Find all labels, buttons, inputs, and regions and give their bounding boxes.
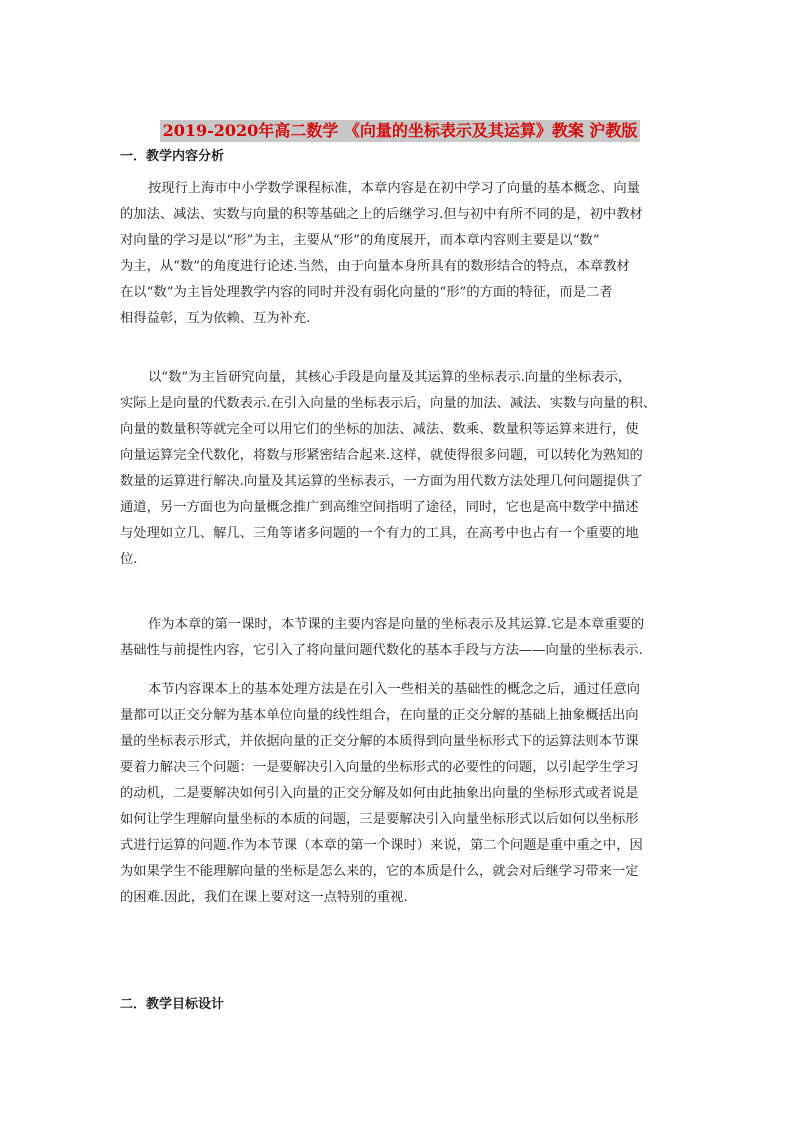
paragraph-line: 要着力解决三个问题：一是要解决引入向量的坐标形式的必要性的问题，以引起学生学习 [120, 760, 639, 775]
paragraph-line: 相得益彰，互为依赖、互为补充. [120, 311, 311, 326]
paragraph-line: 如何让学生理解向量坐标的本质的问题，三是要解决引入向量坐标形式以后如何以坐标形 [120, 812, 639, 827]
paragraph-line: 量的坐标表示形式，并依据向量的正交分解的本质得到向量坐标形式下的运算法则本节课 [120, 734, 639, 749]
paragraph-line: 量都可以正交分解为基本单位向量的线性组合，在向量的正交分解的基础上抽象概括出向 [120, 708, 639, 723]
paragraph-line: 的动机，二是要解决如何引入向量的正交分解及如何由此抽象出向量的坐标形式或者说是 [120, 786, 639, 801]
paragraph-line: 位. [120, 552, 138, 567]
paragraph-line: 基础性与前提性内容，它引入了将向量问题代数化的基本手段与方法——向量的坐标表示. [120, 643, 643, 658]
paragraph [120, 677, 680, 911]
section-heading-teaching-objectives: 二．教学目标设计 [120, 997, 225, 1012]
paragraph-line: 通道，另一方面也为向量概念推广到高维空间指明了途径，同时，它也是高中数学中描述 [120, 500, 639, 515]
paragraph-line: 式进行运算的问题.作为本节课（本章的第一个课时）来说，第二个问题是重中重之中，因 [120, 838, 643, 853]
paragraph-line: 向量运算完全代数化，将数与形紧密结合起来.这样，就使得很多问题，可以转化为熟知的 [120, 448, 643, 463]
paragraph-line: 为如果学生不能理解向量的坐标是怎么来的，它的本质是什么，就会对后继学习带来一定 [120, 864, 639, 879]
paragraph [120, 176, 680, 332]
paragraph [120, 365, 680, 573]
paragraph-line: 对向量的学习是以“形”为主，主要从“形”的角度展开，而本章内容则主要是以“数” [120, 233, 600, 248]
paragraph-line: 数量的运算进行解决.向量及其运算的坐标表示，一方面为用代数方法处理几何问题提供了 [120, 474, 643, 489]
paragraph-line: 向量的数量积等就完全可以用它们的坐标的加法、减法、数乘、数量积等运算来进行，使 [120, 422, 639, 437]
paragraph-line: 为主，从“数”的角度进行论述.当然，由于向量本身所具有的数形结合的特点，本章教材 [120, 259, 630, 274]
paragraph-line: 本节内容课本上的基本处理方法是在引入一些相关的基础性的概念之后，通过任意向 [148, 682, 640, 697]
paragraph-line: 在以“数”为主旨处理教学内容的同时并没有弱化向量的“形”的方面的特征，而是二者 [120, 285, 613, 300]
paragraph [120, 612, 680, 664]
paragraph-line: 实际上是向量的代数表示.在引入向量的坐标表示后，向量的加法、减法、实数与向量的积、 [120, 396, 657, 411]
document-title [0, 106, 800, 144]
section-heading-content-analysis: 一．教学内容分析 [120, 149, 225, 164]
paragraph-line: 以“数”为主旨研究向量，其核心手段是向量及其运算的坐标表示.向量的坐标表示， [148, 370, 632, 385]
paragraph-line: 的加法、减法、实数与向量的积等基础之上的后继学习.但与初中有所不同的是，初中教材 [120, 207, 643, 222]
paragraph-line: 的困难.因此，我们在课上要对这一点特别的重视. [120, 890, 408, 905]
paragraph-line: 与处理如立几、解几、三角等诸多问题的一个有力的工具，在高考中也占有一个重要的地 [120, 526, 639, 541]
paragraph-line: 作为本章的第一课时，本节课的主要内容是向量的坐标表示及其运算.它是本章重要的 [148, 617, 645, 632]
paragraph-line: 按现行上海市中小学数学课程标准，本章内容是在初中学习了向量的基本概念、向量 [148, 181, 640, 196]
document-title-text: 2019-2020年高二数学 《向量的坐标表示及其运算》教案 沪教版 [160, 120, 641, 142]
